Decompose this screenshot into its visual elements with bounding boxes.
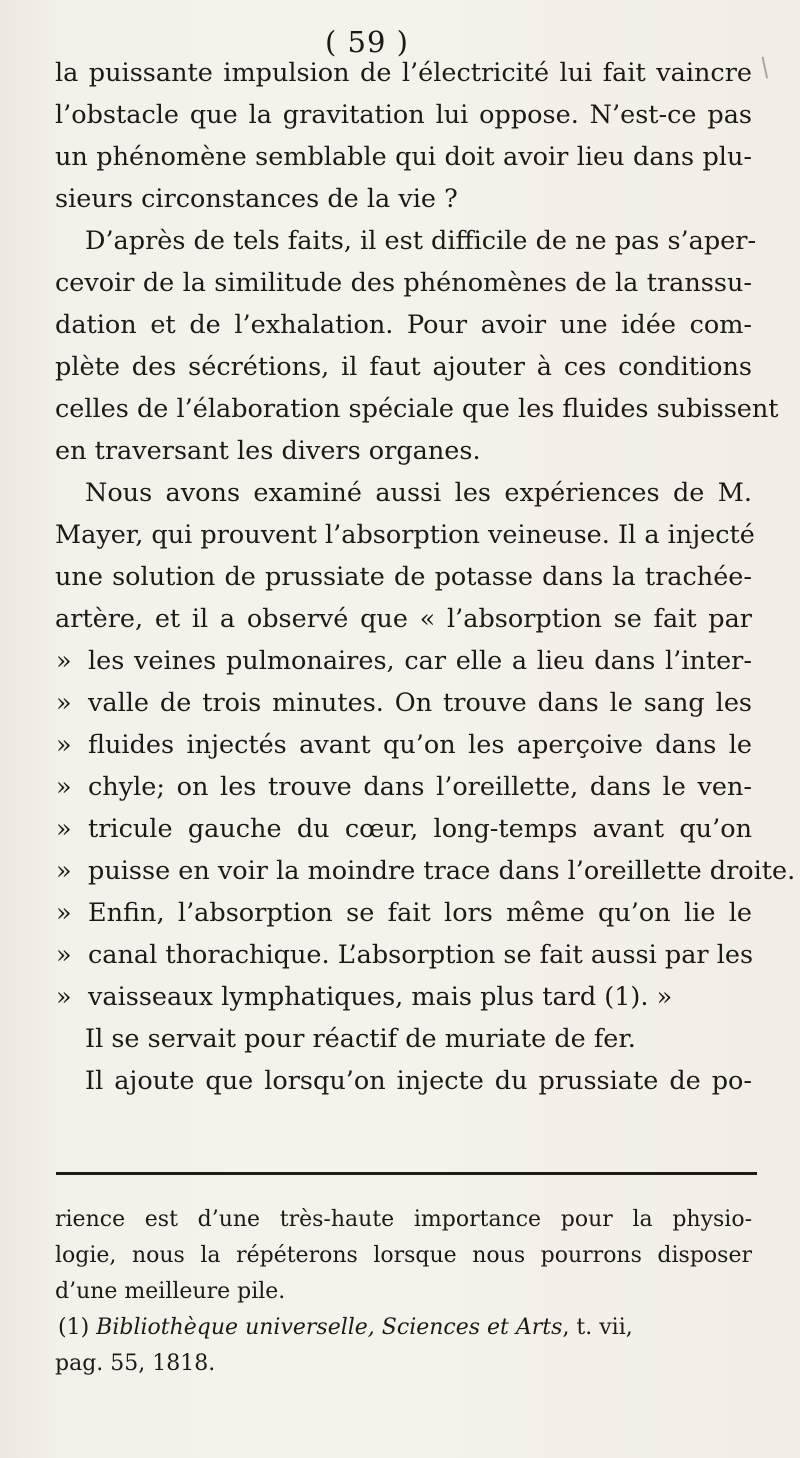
text-line bbox=[0, 766, 800, 808]
text-line bbox=[0, 262, 800, 304]
quote-mark: » bbox=[56, 772, 72, 802]
quote-mark: » bbox=[56, 982, 72, 1012]
text-line bbox=[0, 1018, 800, 1060]
line-text: dation et de l’exhalation. Pour avoir une idée com- bbox=[55, 310, 752, 340]
quote-mark: » bbox=[56, 856, 72, 886]
line-text: Mayer, qui prouvent l’absorption veineuse. Il a injecté bbox=[55, 520, 755, 550]
line-text: Enfin, l’absorption se fait lors même qu’on lie le bbox=[88, 898, 752, 928]
line-text: tricule gauche du cœur, long-temps avant qu’on bbox=[88, 814, 752, 844]
line-text: l’obstacle que la gravitation lui oppose. N’est-ce pas bbox=[55, 100, 752, 130]
line-text: Il se servait pour réactif de muriate de fer. bbox=[85, 1024, 636, 1054]
line-text: les veines pulmonaires, car elle a lieu dans l’inter- bbox=[88, 646, 752, 676]
line-text: canal thorachique. L’absorption se fait aussi par les bbox=[88, 940, 754, 970]
text-line bbox=[0, 724, 800, 766]
citation-volume: , t. vii, bbox=[562, 1315, 633, 1340]
line-text: celles de l’élaboration spéciale que les fluides subissent bbox=[55, 394, 779, 424]
text-line bbox=[0, 934, 800, 976]
citation-page: pag. 55, 1818. bbox=[55, 1351, 216, 1376]
text-line bbox=[0, 892, 800, 934]
text-line bbox=[0, 136, 800, 178]
line-text: puisse en voir la moindre trace dans l’oreillette droite. bbox=[88, 856, 796, 886]
text-line bbox=[0, 640, 800, 682]
text-line bbox=[0, 1060, 800, 1102]
text-line bbox=[0, 850, 800, 892]
quote-mark: » bbox=[56, 940, 72, 970]
line-text: plète des sécrétions, il faut ajouter à ces conditions bbox=[55, 352, 752, 382]
line-text: un phénomène semblable qui doit avoir lieu dans plu- bbox=[55, 142, 752, 172]
footnote-text: rience est d’une très-haute importance pour la physio- bbox=[55, 1207, 752, 1232]
line-text: artère, et il a observé que « l’absorption se fait par bbox=[55, 604, 752, 634]
line-text: sieurs circonstances de la vie ? bbox=[55, 184, 458, 214]
page-number: ( 59 ) bbox=[325, 25, 409, 59]
footnote-rule bbox=[56, 1172, 757, 1175]
text-line bbox=[0, 220, 800, 262]
text-line bbox=[0, 598, 800, 640]
citation-number: (1) bbox=[58, 1315, 90, 1340]
text-line bbox=[0, 304, 800, 346]
citation-text bbox=[58, 1310, 752, 1346]
text-line bbox=[0, 472, 800, 514]
text-line bbox=[0, 178, 800, 220]
quote-mark: » bbox=[56, 898, 72, 928]
text-line bbox=[0, 430, 800, 472]
line-text: une solution de prussiate de potasse dans la trachée- bbox=[55, 562, 752, 592]
line-text: D’après de tels faits, il est difficile de ne pas s’aper- bbox=[85, 226, 757, 256]
line-text: Nous avons examiné aussi les expériences de M. bbox=[85, 478, 752, 508]
text-line bbox=[0, 514, 800, 556]
text-line bbox=[0, 52, 800, 94]
line-text: la puissante impulsion de l’électricité lui fait vaincre bbox=[55, 58, 752, 88]
text-line bbox=[0, 808, 800, 850]
footnote-text: logie, nous la répéterons lorsque nous pourrons disposer bbox=[55, 1243, 752, 1268]
line-text: chyle; on les trouve dans l’oreillette, dans le ven- bbox=[88, 772, 752, 802]
line-text: Il ajoute que lorsqu’on injecte du prussiate de po- bbox=[85, 1066, 752, 1096]
text-line bbox=[0, 682, 800, 724]
line-text: valle de trois minutes. On trouve dans le sang les bbox=[88, 688, 752, 718]
text-line bbox=[0, 976, 800, 1018]
line-text: cevoir de la similitude des phénomènes de la transsu- bbox=[55, 268, 752, 298]
text-line bbox=[0, 388, 800, 430]
line-text: vaisseaux lymphatiques, mais plus tard (1). » bbox=[88, 982, 673, 1012]
quote-mark: » bbox=[56, 688, 72, 718]
line-text: fluides injectés avant qu’on les aperçoive dans le bbox=[88, 730, 752, 760]
citation-title: Bibliothèque universelle, Sciences et Arts bbox=[96, 1315, 563, 1340]
quote-mark: » bbox=[56, 814, 72, 844]
line-text: en traversant les divers organes. bbox=[55, 436, 481, 466]
text-line bbox=[0, 94, 800, 136]
text-line bbox=[0, 346, 800, 388]
quote-mark: » bbox=[56, 730, 72, 760]
text-line bbox=[0, 556, 800, 598]
footnote-text: d’une meilleure pile. bbox=[55, 1279, 286, 1304]
quote-mark: » bbox=[56, 646, 72, 676]
